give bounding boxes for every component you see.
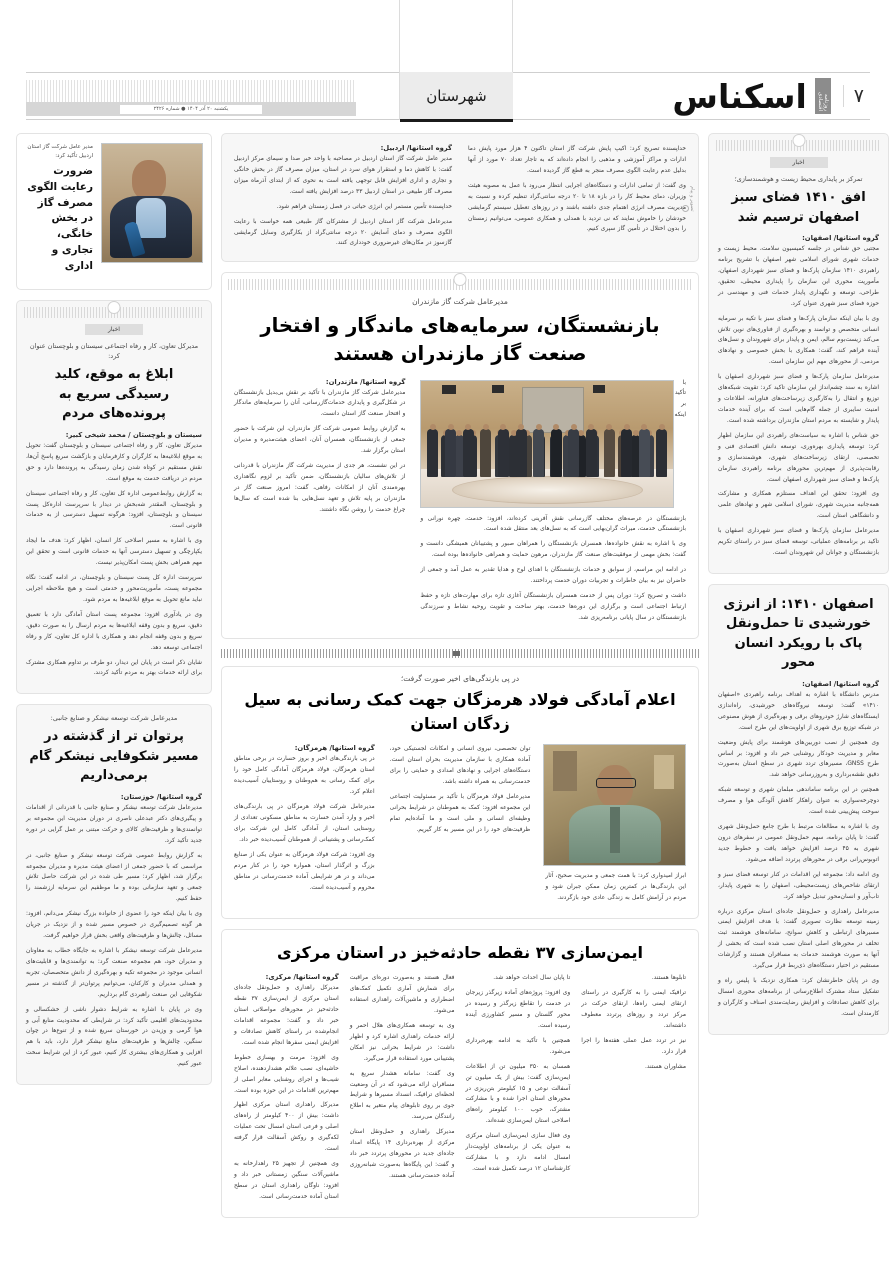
markazi-paragraph: وی افزود: پروژه‌های آماده زیرگذر زیرجان در خدمت را تقاطع زیرگذر و رسیده در محور گلستان و مسیر کشاورزی آینده رسیده است.	[465, 990, 571, 1029]
solar-paragraph: وی در پایان خاطرنشان کرد: همکاری نزدیک با پلیس راه و تشکیل ستاد مشترک اطلاع‌رسانی از برنامه‌های محوری امسال برای کاهش تصادفات و افزایش رضایت‌مندی اصناف و کارگران و کارمندان است.	[718, 978, 879, 1017]
article-markazi-safety	[221, 929, 699, 1218]
isfahan-byline: گروه استانها/ اصفهان:	[802, 234, 879, 243]
news-byline: سیستان و بلوچستان / محمد شیخی کبیر:	[65, 430, 202, 439]
mazandaran-paragraph: در ادامه این مراسم، از سوابق و خدمات بازنشستگان با اهدای لوح و هدایا تقدیر به عمل آمد و جمعی از حاضران نیز به بیان خاطرات و تجربیات دوران خدمت پرداختند.	[420, 567, 686, 585]
date-hatch-pattern	[26, 80, 356, 102]
sugarcane-paragraph: وی در پایان با اشاره به شرایط دشوار ناشی از خشکسالی و محدودیت‌های اقلیمی تأکید کرد: در شرایطی که محدودیت منابع آبی و هوا گرمی و وزیدن در خورستان سریع شده و از تنوع‌ها در چوان سنگین، چالش‌ها و ظرفیت‌های منابع نیشکر قرار دارد، باید با هم افزایی و همکاری‌های بیشتری کار کنیم، عبور کرد از این شرایط سخت عبور کنیم.	[26, 1006, 202, 1068]
article-sistan-baluchestan	[16, 300, 212, 694]
hormozgan-paragraph: مدیرعامل شرکت فولاد هرمزگان در پی بارندگی‌های اخیر و وارد آمدن خسارت به مناطق مسکونی تعدادی از روستایی استان، از آمادگی کامل این شرکت برای کمک‌رسانی و پشتیبانی از هموطنان آسیب‌دیده خبر داد.	[234, 804, 375, 843]
solar-paragraph: مدرس دانشگاه با اشاره به اهداف برنامه راهبردی «اصفهان ۱۴۱۰» گفت: توسعه نیروگاه‌های خورشیدی، راه‌اندازی ایستگاه‌های شارژ خودروهای برقی و بهره‌گیری از هوش مصنوعی در شبکه توزیع برق شهری از اولویت‌های این طرح است.	[718, 691, 879, 731]
date-bar	[26, 102, 356, 116]
isfahan-overline: تمرکز بر پایداری محیط زیست و هوشمندسازی؛	[734, 175, 863, 183]
column-left	[708, 133, 889, 1045]
kicker-akhbar: اخبار	[770, 157, 828, 168]
hormozgan-overline: در پی بارندگی‌های اخیر صورت گرفت؛	[400, 673, 520, 683]
mazandaran-paragraph: مدیرعامل شرکت گاز مازندران با تأکید بر نقش بی‌بدیل بازنشستگان در شکل‌گیری و پایداری خدمات‌گازرسانی، آنان را سرمایه‌های ماندگار و افتخار صنعت گاز استان دانست.	[234, 389, 406, 418]
article-isfahan-green-space	[708, 133, 889, 574]
mazandaran-paragraph: وی با اشاره به نقش خانواده‌ها، همسران بازنشستگان را همراهان صبور و پشتیبانان همیشگی دانست و گفت: بخش مهمی از موفقیت‌های صنعت گاز مازندران، مرهون حمایت و همراهی خانواده‌ها بوده است.	[420, 541, 686, 559]
hormozgan-paragraph: مدیرعامل فولاد هرمزگان با تأکید بر مسئولیت اجتماعی این مجموعه افزود: کمک به هموطنان در شرایط بحرانی وظیفه‌ای انسانی و ملی است و ما آماده‌ایم تمام ظرفیت‌های خود را در این مسیر به کار گیریم.	[389, 794, 531, 833]
brand-logo: اسکناس	[672, 76, 807, 116]
news-paragraph: مدیرکل تعاون، کار و رفاه اجتماعی سیستان و بلوچستان گفت: تحویل به موقع ابلاغیه‌ها به کارگران و کارفرمایان و بازگشت سریع پاسخ آن‌ها، نقش مستقیم در کوتاه شدن زمان رسیدگی به پرونده‌ها دارد و حق مردم در دریافت خدمت به موقع است.	[26, 442, 202, 482]
box-knob	[454, 273, 467, 286]
news-overline: مدیرکل تعاون، کار و رفاه اجتماعی سیستان و بلوچستان عنوان کرد:	[29, 342, 199, 361]
hormozgan-byline: گروه استانها/ هرمزگان:	[294, 744, 375, 753]
news-paragraph: به گزارش روابط‌عمومی اداره کل تعاون، کار و رفاه اجتماعی سیستان و بلوچستان، المقتدر شه‌بخش در دیدار با سرپرست اداره‌کل پست سیستان و بلوچستان، افزود: هرگونه تسهیل دسترسی از به خدمات قانونی است.	[26, 490, 202, 530]
isfahan-paragraph: مدیرعامل سازمان پارک‌ها و فضای سبز شهرداری اصفهان با اشاره به سند چشم‌انداز این سازمان تاکید کرد: تقویت شبکه‌های توزیع و انتقال را به‌کارگیری زیرساخت‌های فناورانه، اطلاعات و امنیت سایبری از جمله گام‌هایی است که برای آینده خدمات پایدار و شایسته به مردم استان مازندران برداشته شده است.	[718, 374, 879, 424]
isfahan-paragraph: مجتبی حق شناس در جلسه کمیسیون سلامت، محیط زیست و خدمات شهری شورای اسلامی شهر اصفهان با تشریح برنامه راهبردی ۱۴۱۰ سازمان پارک‌ها و فضای سبز شهرداری اصفهان، مأموریت محوری این سازمان را پایداری محیطی، تحقیق، طراحی، توسعه و نگهداری پایدار خدمات فنی و مهندسی در حوزه فضای سبز شهری عنوان کرد.	[718, 246, 879, 307]
isfahan-paragraph: وی افزود: تحقق این اهداف مستلزم همکاری و مشارکت همه‌جانبه مدیریت شهری، شورای اسلامی شهر و نهادهای علمی و دانشگاهی استان است.	[718, 491, 879, 520]
solar-paragraph: مدیرعامل راهداری و حمل‌ونقل جاده‌ای استان مرکزی درباره زمینه توسعه نظارت تصویری گفت: با هدف افزایش ایمنی مسیرهای ارتباطی و کاهش سوانح، سامانه‌های هوشمند ثبت تخلف در محورهای اصلی استان نصب شده است که بخشی از آنها به صورت هوشمند خدمات به مسافران هستند و گزارشات مستقیم در اختیار دستگاه‌های ذی‌ربط قرار می‌گیرد.	[718, 908, 879, 970]
markazi-paragraph: تابلوها هستند.	[651, 975, 686, 982]
promo-overline: مدیر عامل شرکت گاز استان اردبیل تأکید کرد:	[27, 144, 93, 159]
sugarcane-paragraph: وی با بیان اینکه خود را عضوی از خانواده بزرگ نیشکر می‌دانم، افزود: هر گونه تصمیم‌گیری در خصوص مسیر شده و از نزدیک در جریان مسائل، چالش‌ها و ظرفیت‌های واقعی بخش قرار خواهیم گرفت.	[26, 911, 202, 940]
markazi-paragraph: تا پایان سال احداث خواهد شد.	[493, 975, 571, 982]
column-right	[16, 133, 212, 1095]
solar-byline: گروه استانها/ اصفهان:	[802, 679, 879, 688]
side-stamp-dot	[682, 205, 689, 212]
photo-retirees-group	[420, 380, 674, 508]
ardabil-paragraph: مدیر عامل شرکت گاز استان اردبیل در مصاحبه با واحد خبر صدا و سیمای مرکز اردبیل گفت: با کاهش دما و استقرار هوای سرد در استان، میزان مصرف گاز در بخش خانگی و تجاری و اداری افزایش قابل توجهی یافته است به نحوی که از ابتدای آذرماه میزان مصرف گاز طبیعی در استان اردبیل ۳۳ درصد افزایش یافته است.	[234, 156, 452, 195]
sugarcane-headline: پرتوان تر از گذشته در مسیر شکوفایی نیشکر گام برمی‌داریم	[29, 729, 199, 784]
hormozgan-paragraph: وی افزود: شرکت فولاد هرمزگان به عنوان یکی از صنایع بزرگ و اثرگذار استان، همواره خود را در کنار مردم می‌داند و در هر شرایطی آماده خدمت‌رسانی در مناطق محروم و آسیب‌دیده است.	[234, 851, 375, 891]
isfahan-headline: افق ۱۴۱۰ فضای سبز اصفهان ترسیم شد	[731, 190, 866, 225]
solar-paragraph: همچنین در این برنامه ساماندهی مبلمان شهری و توسعه شبکه دوچرخه‌سواری به عنوان راهکار کاهش آلودگی هوا و مصرف سوخت پیش‌بینی شده است.	[718, 787, 879, 816]
hormozgan-headline: اعلام آمادگی فولاد هرمزگان جهت کمک رسانی به سیل زدگان استان	[244, 690, 676, 734]
column-center	[221, 133, 699, 1228]
mazandaran-overline: مدیرعامل شرکت گاز مازندران	[412, 297, 508, 307]
box-hatch-band	[716, 140, 881, 151]
mazandaran-paragraph: به گزارش روابط عمومی شرکت گاز مازندران، این شرکت با حضور جمعی از بازنشستگان، همسران آنان، اعضای هیئت‌مدیره و مدیران استان برگزار شد.	[234, 426, 406, 455]
box-knob	[108, 301, 121, 314]
solar-paragraph: وی همچنین از نصب دوربین‌های هوشمند برای پایش وضعیت معابر و مدیریت خودکار روشنایی خبر داد و افزود: بر اساس طرح GNSS، مسیرهای تردد شهری در سطح استان به‌صورت دقیق نقشه‌برداری و به‌روزرسانی خواهد شد.	[718, 739, 879, 779]
page-number: ۷	[843, 85, 864, 107]
markazi-headline: ایمن‌سازی ۳۷ نقطه حادثه‌خیز در استان مرکزی	[276, 943, 644, 963]
markazi-paragraph: مدیرکل راهداری استان مرکزی اظهار داشت: بیش از ۴۰۰ کیلومتر از راه‌های اصلی و فرعی استان امسال تحت عملیات لکه‌گیری و روکش آسفالت قرار گرفته است.	[234, 1102, 339, 1153]
photo-hormozgan-ceo	[543, 744, 686, 866]
mazandaran-paragraph: در این نشست، هر جدی از مدیریت شرکت گاز مازندران با قدردانی از تلاش‌های سالیان بازنشستگان، ضمن تأکید بر لزوم نگاهداری بهره‌مندی آنان از امکانات رفاهی، گفت: امروز صنعت گاز در مازندران بر پایه تلاش و تعهد نسل‌هایی بنا شده است که سال‌ها چراغ خدمت را روشن نگاه داشتند.	[234, 463, 406, 513]
side-stamp: تصویر و پیام	[682, 186, 695, 212]
sugarcane-paragraph: به گزارش روابط عمومی شرکت توسعه نیشکر و صنایع جانبی، در مراسمی که با حضور جمعی از اعضای هیئت مدیره و مدیران مجموعه برگزار شد، اظهار کرد: مسیر طی شده در این شرکت حاصل تلاش جمعی و تعهد سازمانی بوده و ما موظفیم این سرمایه ارزشمند را حفظ کنیم.	[26, 852, 202, 903]
mazandaran-byline: گروه استانها/ مازندران:	[325, 377, 406, 386]
news-headline: ابلاغ به موقع، کلید رسیدگی سریع به پرونده‌های مردم	[54, 367, 174, 422]
section-tab-shahrestan[interactable]: شهرستان	[400, 72, 513, 122]
promo-headline: ضرورت رعایت الگوی مصرف گاز در بخش خانگی، تجاری و اداری	[27, 165, 93, 272]
issue-date: یکشنبه ۲۰ آذر ۱۴۰۴ ● شماره ۲۴۲۶	[120, 105, 263, 114]
box-knob	[792, 134, 805, 147]
brand-tagline: روزنامه اقتصادی	[815, 78, 831, 114]
article-separator-strip	[221, 649, 699, 658]
mazandaran-paragraph: با تأکید بر اینکه بازنشستگان در عرصه‌های مختلف گازرسانی نقش آفرینی کرده‌اند، افزود: خدمت، چهره نورانی و بازنشستگی خدمت، میراث گران‌بهایی است که به نسل‌های بعد منتقل شده است.	[420, 379, 686, 533]
news-paragraph: شایان ذکر است در پایان این دیدار، دو طرف بر تداوم همکاری مشترک برای ارائه خدمات بهتر به مردم تأکید کردند.	[26, 659, 202, 677]
ardabil-paragraph: خداپسنده تأمین مستمر این انرژی حیاتی در فصل زمستان فراهم شود.	[276, 203, 452, 210]
news-paragraph: وی در یادآوری افزود: مجموعه پست استان آمادگی دارد با تعمیق دقیق، سریع و بدون وقفه ابلاغیه‌ها به مردم ارسال را به صورت دقیق، سریع و بدون وقفه انجام دهد و همکاری با اداره کل تعاون، کار و رفاه اجتماعی توسعه دهد.	[26, 611, 202, 651]
markazi-byline: گروه استانها/ مرکزی:	[265, 973, 339, 982]
mazandaran-paragraph: داشت و تصریح کرد: دوران پس از خدمت همسران بازنشستگان آغازی تازه برای مهارت‌های تازه و حفظ ارتباط اجتماعی است و برگزاری این دوره‌ها خدمت، بهتر ساخت و تقویت روحیه نشاط و سرزندگی بازنشستگان در سال پایانی برنامه‌ریزی شد.	[420, 593, 686, 621]
ardabil-paragraph: وی گفت: از تمامی ادارات و دستگاه‌های اجرایی انتظار می‌رود با عمل به مصوبه هیئت وزیران، دمای محیط کار را در بازه ۱۸ تا ۲۰ درجه سانتی‌گراد تنظیم کرده و نسبت به مدیریت مصرف انرژی اهتمام جدی داشته باشند و در روزهای تعطیل سیستم گرمایشی خودشان را خاموش نمایند که نی تردید با همدلی و همکاری عمومی، می‌توانیم زمستان را بدون اختلال در تأمین گاز سپری کنیم.	[468, 182, 687, 233]
article-hormozgan-steel	[221, 666, 699, 919]
ardabil-paragraph: مدیرعامل شرکت گاز استان اردبیل از مشترکان گاز طبیعی همه خواست با رعایت الگوی مصرف و دمای آسایش ۲۰ درجه سانتی‌گراد از بکارگیری وسایل گرمایشی گازسوز در مکان‌های غیرضروری خودداری کنند.	[234, 218, 452, 247]
isfahan-paragraph: وی با بیان اینکه سازمان پارک‌ها و فضای سبز با تکیه بر سرمایه انسانی متخصص و توانمند و بهره‌گیری از فناوری‌های نوین تلاش می‌کند زیست‌بوم سالم، ایمن و پایدار برای شهروندان و نسل‌های آینده فراهم کند، گفت: همکاری با بخش خصوصی و نهادهای مردمی، از محورهای مهم این سازمان است.	[718, 315, 879, 366]
masthead	[0, 72, 896, 120]
mazandaran-headline: بازنشستگان، سرمایه‌های ماندگار و افتخار صنعت گاز مازندران هستند	[260, 314, 660, 366]
content-grid	[16, 133, 880, 1280]
news-paragraph: سرپرست اداره کل پست سیستان و بلوچستان، در ادامه گفت: نگاه مجموعه پست، مأموریت‌محور و خدمتی است و هیچ ملاحظه اجرایی نباید مانع تحویل به موقع ابلاغیه‌ها به مردم شود.	[26, 575, 202, 603]
markazi-paragraph: وی گفت: سامانه هشدار سریع به مسافران ارائه می‌شود که در آن وضعیت لحظه‌ای ترافیک، انسداد مسیرها و شرایط جوی بر روی تابلوهای پیام متغیر به اطلاع رانندگان می‌رسد.	[349, 1070, 455, 1121]
article-mazandaran-retirees	[221, 272, 699, 638]
markazi-paragraph: وی افزود: مرمت و بهسازی خطوط حاشیه‌ای، نصب علائم هشداردهنده، اصلاح شیب‌ها و اجرای روشنایی معابر اصلی از مهم‌ترین اقدامات در این حوزه بوده است.	[234, 1054, 339, 1094]
date-strip	[26, 80, 356, 116]
sugarcane-byline: گروه استانها/ خوزستان:	[120, 792, 202, 801]
box-hatch-band	[228, 279, 692, 290]
isfahan-paragraph: مدیرعامل سازمان پارک‌ها و فضای سبز شهرداری اصفهان با تاکید بر برنامه‌های عملیاتی، توسعه فضای سبز در راستای تکریم بازنشستگان و جوانان این شهروندان است.	[718, 528, 879, 557]
hormozgan-paragraph: ابراز امیدواری کرد: با همت جمعی و مدیریت صحیح، آثار این بارندگی‌ها در کمترین زمان ممکن جبران شود و مردم در آرامش کامل به زندگی عادی خود بازگردند.	[545, 873, 687, 902]
solar-paragraph: وی با اشاره به مطالعات مرتبط با طرح جامع حمل‌ونقل شهری گفت: تا پایان برنامه، سهم حمل‌ونقل عمومی در سفرهای درون شهری به ۴۵ درصد افزایش خواهد یافت و خطوط جدید اتوبوس‌رانی برقی در محورهای پرتردد اضافه می‌شود.	[718, 824, 879, 863]
article-ardabil-gas-promo	[16, 133, 212, 290]
solar-paragraph: وی ادامه داد: مجموعه این اقدامات در کنار توسعه فضای سبز و ارتقای شاخص‌های زیست‌محیطی، اصفهان را به شهری پایدار، تاب‌آور و انسان‌محور تبدیل خواهد کرد.	[718, 871, 879, 900]
kicker-akhbar: اخبار	[85, 324, 143, 335]
hormozgan-paragraph: در پی بارندگی‌های اخیر و بروز خسارت در برخی مناطق استان هرمزگان، فولاد هرمزگان آمادگی کامل خود را برای کمک رسانی به هم‌وطنان و روستاییان آسیب‌دیده اعلام کرد.	[234, 756, 375, 796]
sugarcane-overline: مدیرعامل شرکت توسعه نیشکر و صنایع جانبی:	[50, 714, 178, 723]
markazi-paragraph: وی همچنین از تجهیز ۲۵ راهدارخانه به ماشین‌آلات سنگین زمستانی خبر داد و افزود: ناوگان راهداری استان در سطح استان آماده خدمت‌رسانی است.	[234, 1161, 339, 1200]
markazi-paragraph: مشاوران هستند.	[644, 1063, 686, 1070]
markazi-paragraph: مدیرکل راهداری و حمل‌ونقل جاده‌ای استان مرکزی از ایمن‌سازی ۳۷ نقطه حادثه‌خیز در محورهای مواصلاتی استان خبر داد و گفت: مجموعه اقدامات انجام‌شده در راستای کاهش تصادفات و افزایش ایمنی سفرها انجام شده است.	[234, 985, 339, 1046]
photo-ardabil-gas-manager	[101, 143, 203, 263]
article-isfahan-solar-energy	[708, 584, 889, 1035]
markazi-paragraph: ترافیک ایمنی را به کارگیری در راستای ارتقای ایمنی راه‌ها، ارتقای حرکت در مرکز تردد و روزهای پرتردد معطوف داشته‌اند.	[581, 990, 686, 1029]
markazi-paragraph: همسان به ۳۵۰ میلیون تن از اطلاعات ایمن‌سازی گفت: بیش از یک میلیون تن آسفالت نوعی و ۱۵ کیلومتر بتن‌ریزی در محورهای استان اجرا شده و با مشارکت مشترک، خوب ۱۰۰ کیلومتر راه‌های اصلاحی استان ایمن‌سازی شده‌اند.	[465, 1063, 571, 1125]
box-hatch-band	[24, 307, 204, 318]
sugarcane-paragraph: مدیرعامل شرکت توسعه نیشکر با اشاره به جایگاه خطاب به معاونان و مدیران خود، هم مجموعه صنعت گرد: به توانمندی‌ها و قابلیت‌های انسانی موجود در مجموعه تکیه و بهره‌گیری از دانش متخصصان، تجربه و همدلی مدیران و کارکنان، می‌توانیم پرتوان‌تر از گذشته در مسیر شکوفایی این صنعت راهبردی گام برداریم.	[26, 947, 202, 998]
article-ardabil-gas	[221, 133, 699, 262]
markazi-paragraph: مدیرکل راهداری و حمل‌ونقل استان مرکزی از بهره‌برداری ۱۴ پایگاه امداد جاده‌ای جدید در محورهای پرتردد خبر داد و گفت: این پایگاه‌ها به‌صورت شبانه‌روزی آماده خدمت‌رسانی هستند.	[349, 1129, 455, 1179]
isfahan-paragraph: حق شناس با اشاره به سیاست‌های راهبردی این سازمان اظهار کرد: توسعه پایداری بهره‌وری، توسعه دانش اقتصادی فنی و تخصصی، ارتقای زیرساخت‌های شهری، هوشمندسازی و رقابت‌پذیری از مهم‌ترین محورهای برنامه راهبردی سازمان پارک‌ها و فضای سبز شهرداری اصفهان است.	[718, 432, 879, 483]
ardabil-paragraph: خداپسنده تصریح کرد: اکیپ پایش شرکت گاز استان تاکنون ۴ هزار مورد پایش دما ادارات و مراکز آموزشی و مذهبی را انجام داده‌اند که به تاجار تعداد ۷۰ مورد از آنها بدلیل عدم رعایت الگوی مصرف منجر به قطع گاز گردیده است.	[468, 146, 686, 174]
markazi-paragraph: وی به توسعه همکاری‌های هلال احمر و ارائه خدمات راهداری اشاره کرد و اظهار داشت: در شرایط بحرانی نیز امکان پشتیبانی مورد استفاده قرار می‌گیرد.	[349, 1022, 455, 1062]
markazi-paragraph: وی فعال سازی ایمن‌سازی استان مرکزی به عنوان یکی از برنامه‌های اولویت‌دار امسال ادامه دارد و با مشارکت کارشناسان ۱۲ درصد تکمیل شده است.	[465, 1133, 571, 1172]
news-paragraph: وی با اشاره به مسیر اصلاحی کار انسان، اظهار کرد: هدف ما ایجاد یکپارچگی و تسهیل دسترسی آنها به خدمات قانونی است و تحقق این مهم همراهی بخش پست امکان‌پذیر نیست.	[26, 538, 202, 567]
markazi-paragraph: فعال هستند و به‌صورت دوره‌ای مراقبت برای شمارش آماری تکمیل کمک‌های اضطراری و ماشین‌آلات راهداری استفاده می‌شود.	[349, 975, 455, 1014]
hormozgan-paragraph: توان تخصصی، نیروی انسانی و امکانات لجستیکی خود، آماده همکاری با سازمان مدیریت بحران استان است. دستگاه‌های اجرایی و نهادهای امدادی و حمایتی را برای خدمت‌رسانی به همراه داشته باشد.	[389, 746, 531, 786]
markazi-paragraph: نیز در تردد عمل عملی هفته‌ها را اجرا قرار دارد.	[581, 1037, 686, 1055]
brand-block	[672, 72, 870, 120]
article-khuzestan-sugarcane	[16, 704, 212, 1085]
markazi-paragraph: همچنین با تأکید به ادامه بهره‌برداری می‌شود.	[465, 1037, 571, 1055]
ardabil-byline: گروه استانها/ اردبیل:	[380, 144, 452, 152]
sugarcane-paragraph: مدیرعامل شرکت توسعه نیشکر و صنایع جانبی با قدردانی از اقدامات و پیگیری‌های دکتر عبدعلی ناصری در دوران مدیریت این مجموعه بر توانمندی‌ها و ظرفیت‌های کالای و حرکت مبتنی بر عمل گرایی در دوره جدید تأکید کرد.	[26, 804, 202, 844]
solar-headline: اصفهان ۱۴۱۰: از انرژی خورشیدی تا حمل‌ونقل پاک با رویکرد انسان محور	[723, 596, 874, 671]
